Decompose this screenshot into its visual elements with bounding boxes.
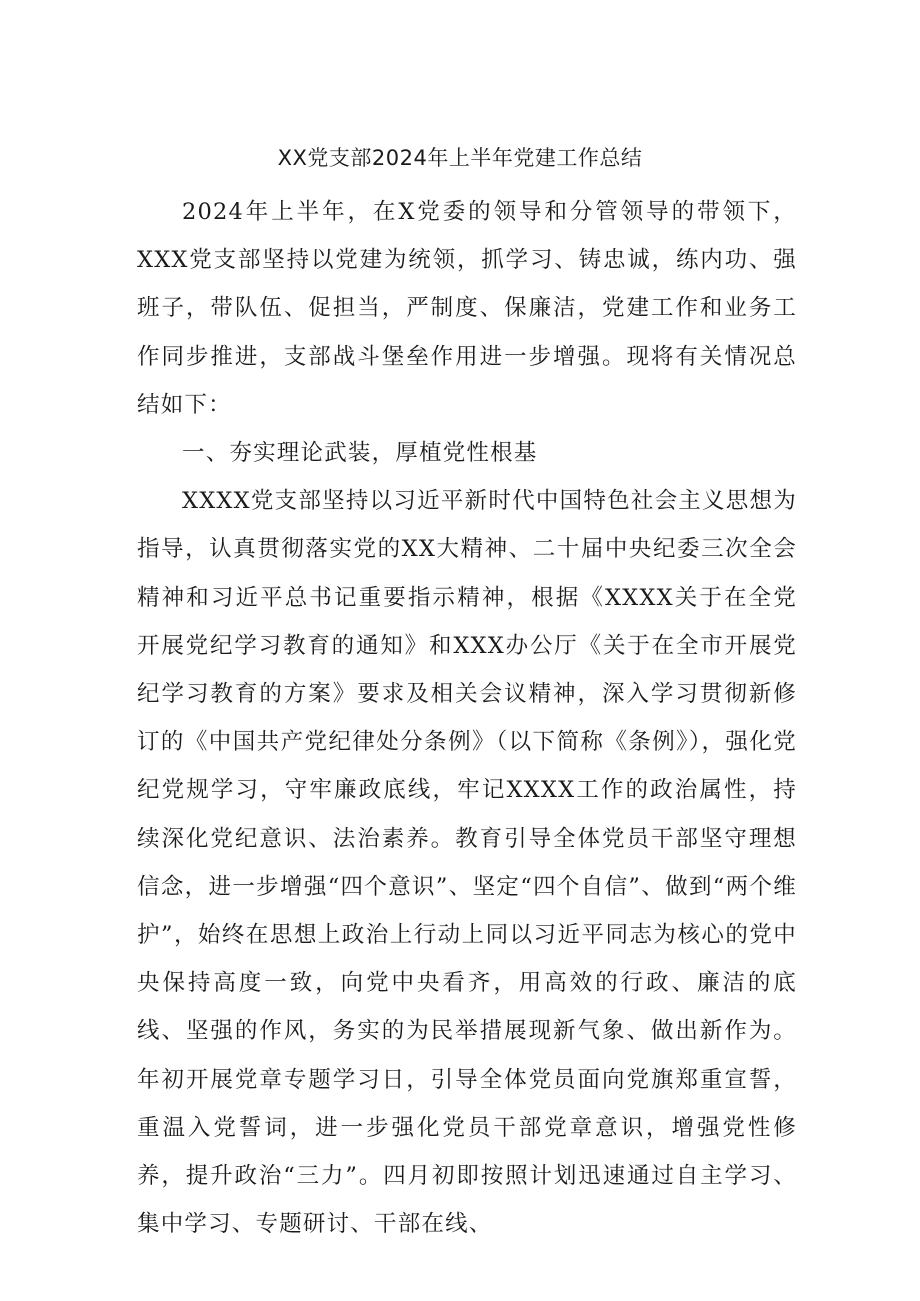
section-paragraph: XXXX党支部坚持以习近平新时代中国特色社会主义思想为指导，认真贯彻落实党的XX大精神、二十届中央纪委三次全会精神和习近平总书记重要指示精神，根据《XXXX关于在全党开展党纪学习教育的通知》和XXX办公厅《关于在全市开展党纪学习教育的方案》要求及相关会议精神，深入学习贯彻新修订的《中国共产党纪律处分条例》（以下简称《条例》），强化党纪党规学习，守牢廉政底线，牢记XXXX工作的政治属性，持续深化党纪意识、法治素养。教育引导全体党员干部坚守理想信念，进一步增强“四个意识”、坚定“四个自信”、做到“两个维护”，始终在思想上政治上行动上同以习近平同志为核心的党中央保持高度一致，向党中央看齐，用高效的行政、廉洁的底线、坚强的作风，务实的为民举措展现新气象、做出新作为。年初开展党章专题学习日，引导全体党员面向党旗郑重宣誓，重温入党誓词，进一步强化党员干部党章意识，增强党性修养，提升政治“三力”。四月初即按照计划迅速通过自主学习、集中学习、专题研讨、干部在线、 (137, 488, 797, 1238)
document-body (137, 188, 797, 1248)
intro-paragraph: 2024年上半年，在X党委的领导和分管领导的带领下，XXX党支部坚持以党建为统领，抓学习、铸忠诚，练内功、强班子，带队伍、促担当，严制度、保廉洁，党建工作和业务工作同步推进，支部战斗堡垒作用进一步增强。现将有关情况总结如下： (137, 199, 797, 418)
section-heading: 一、夯实理论武装，厚植党性根基 (182, 440, 538, 467)
document-title: XX党支部2024年上半年党建工作总结 (277, 146, 643, 170)
